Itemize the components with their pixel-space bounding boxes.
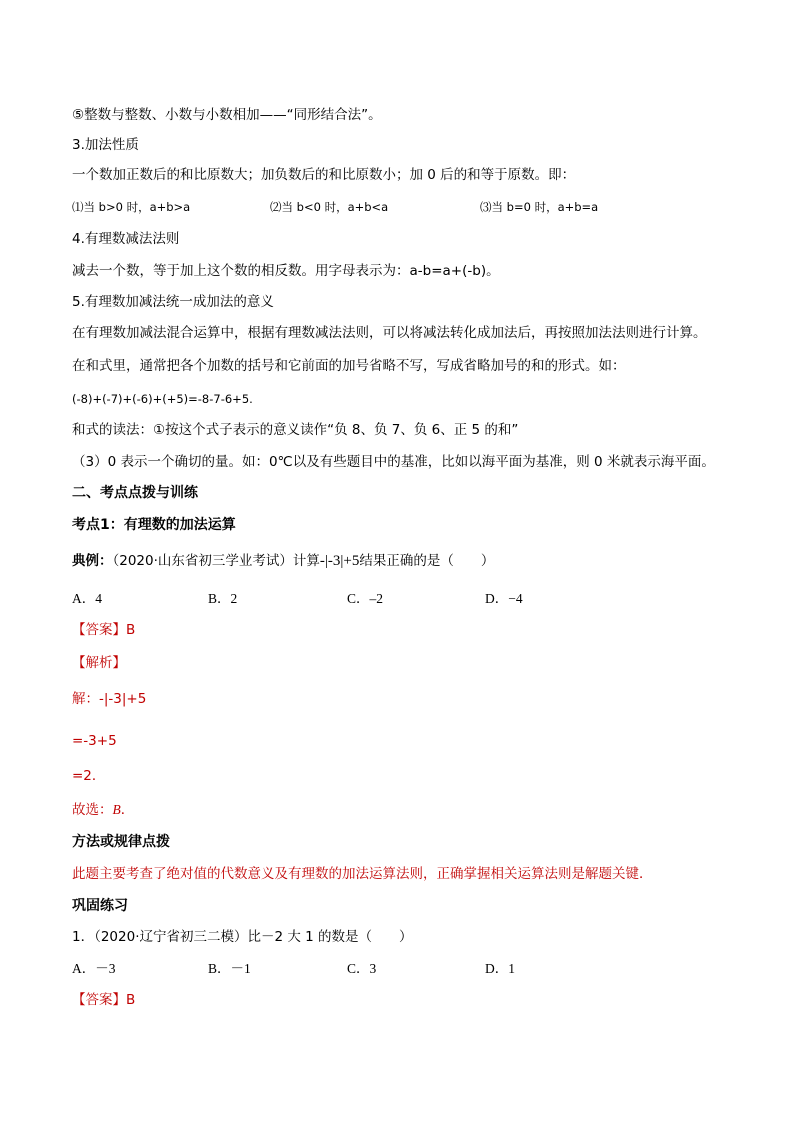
method-text: 此题主要考查了绝对值的代数意义及有理数的加法运算法则，正确掌握相关运算法则是解题关键． [72, 866, 653, 882]
method-title: 方法或规律点拨 [72, 834, 170, 850]
case-3: ⑶当 b=0 时，a+b=a [480, 200, 599, 214]
choose-label: 故选： [72, 802, 113, 818]
example-expression: -|-3|+5 [319, 553, 360, 569]
q1-option-b: B．－1 [208, 961, 251, 976]
option-a: A．4 [72, 591, 102, 606]
unified-addition-text-2: 在和式里，通常把各个加数的括号和它前面的加号省略不写，写成省略加号的和的形式。如： [72, 358, 626, 374]
case-2: ⑵当 b<0 时，a+b<a [270, 200, 389, 214]
section-title: 二、考点点拨与训练 [72, 485, 198, 501]
analysis-label: 【解析】 [72, 655, 126, 671]
sum-formula: (-8)+(-7)+(-6)+(+5)=-8-7-6+5. [72, 392, 253, 406]
heading-addition-properties: 3.加法性质 [72, 137, 139, 153]
heading-unified-addition: 5.有理数加减法统一成加法的意义 [72, 294, 274, 310]
heading-subtraction-rule: 4.有理数减法法则 [72, 231, 180, 247]
q1-option-a: A．－3 [72, 961, 116, 976]
zero-meaning: （3）0 表示一个确切的量。如：0℃以及有些题目中的基准，比如以海平面为基准，则 0 米就表示海平面。 [72, 454, 715, 470]
practice-title: 巩固练习 [72, 898, 128, 914]
key-point-1: 考点1：有理数的加法运算 [72, 517, 236, 533]
subtraction-rule-text: 减去一个数，等于加上这个数的相反数。用字母表示为：a-b=a+(-b)。 [72, 263, 500, 279]
case-1: ⑴当 b>0 时，a+b>a [72, 200, 191, 214]
example-tail: 结果正确的是（ ） [359, 553, 495, 569]
solution-step-3: =2． [72, 768, 106, 784]
choose-end: ． [120, 802, 135, 818]
q1-option-c: C．3 [347, 961, 377, 976]
unified-addition-text-1: 在有理数加减法混合运算中，根据有理数减法法则，可以将减法转化成加法后，再按照加法法则进行计算。 [72, 325, 707, 341]
example-label: 典例： [72, 553, 113, 569]
option-d: D．−4 [485, 591, 523, 606]
solution-step-2: =-3+5 [72, 733, 117, 749]
item-5: ⑤整数与整数、小数与小数相加——“同形结合法”。 [72, 107, 382, 123]
example-question [72, 552, 494, 570]
q1-option-d: D．1 [485, 961, 515, 976]
choose-value: B [112, 802, 121, 817]
practice-question-1: 1．（2020·辽宁省初三二模）比－2 大 1 的数是（ ） [72, 929, 413, 945]
sum-reading: 和式的读法：①按这个式子表示的意义读作“负 8、负 7、负 6、正 5 的和” [72, 422, 519, 438]
example-text: （2020·山东省初三学业考试）计算 [112, 553, 320, 569]
solution-step-1: 解：-|-3|+5 [72, 691, 147, 707]
q1-answer-label: 【答案】B [72, 992, 136, 1008]
choose-line [72, 801, 134, 819]
option-c: C．–2 [347, 591, 384, 606]
answer-label: 【答案】B [72, 622, 136, 638]
addition-properties-text: 一个数加正数后的和比原数大；加负数后的和比原数小；加 0 后的和等于原数。即： [72, 167, 576, 183]
option-b: B．2 [208, 591, 238, 606]
